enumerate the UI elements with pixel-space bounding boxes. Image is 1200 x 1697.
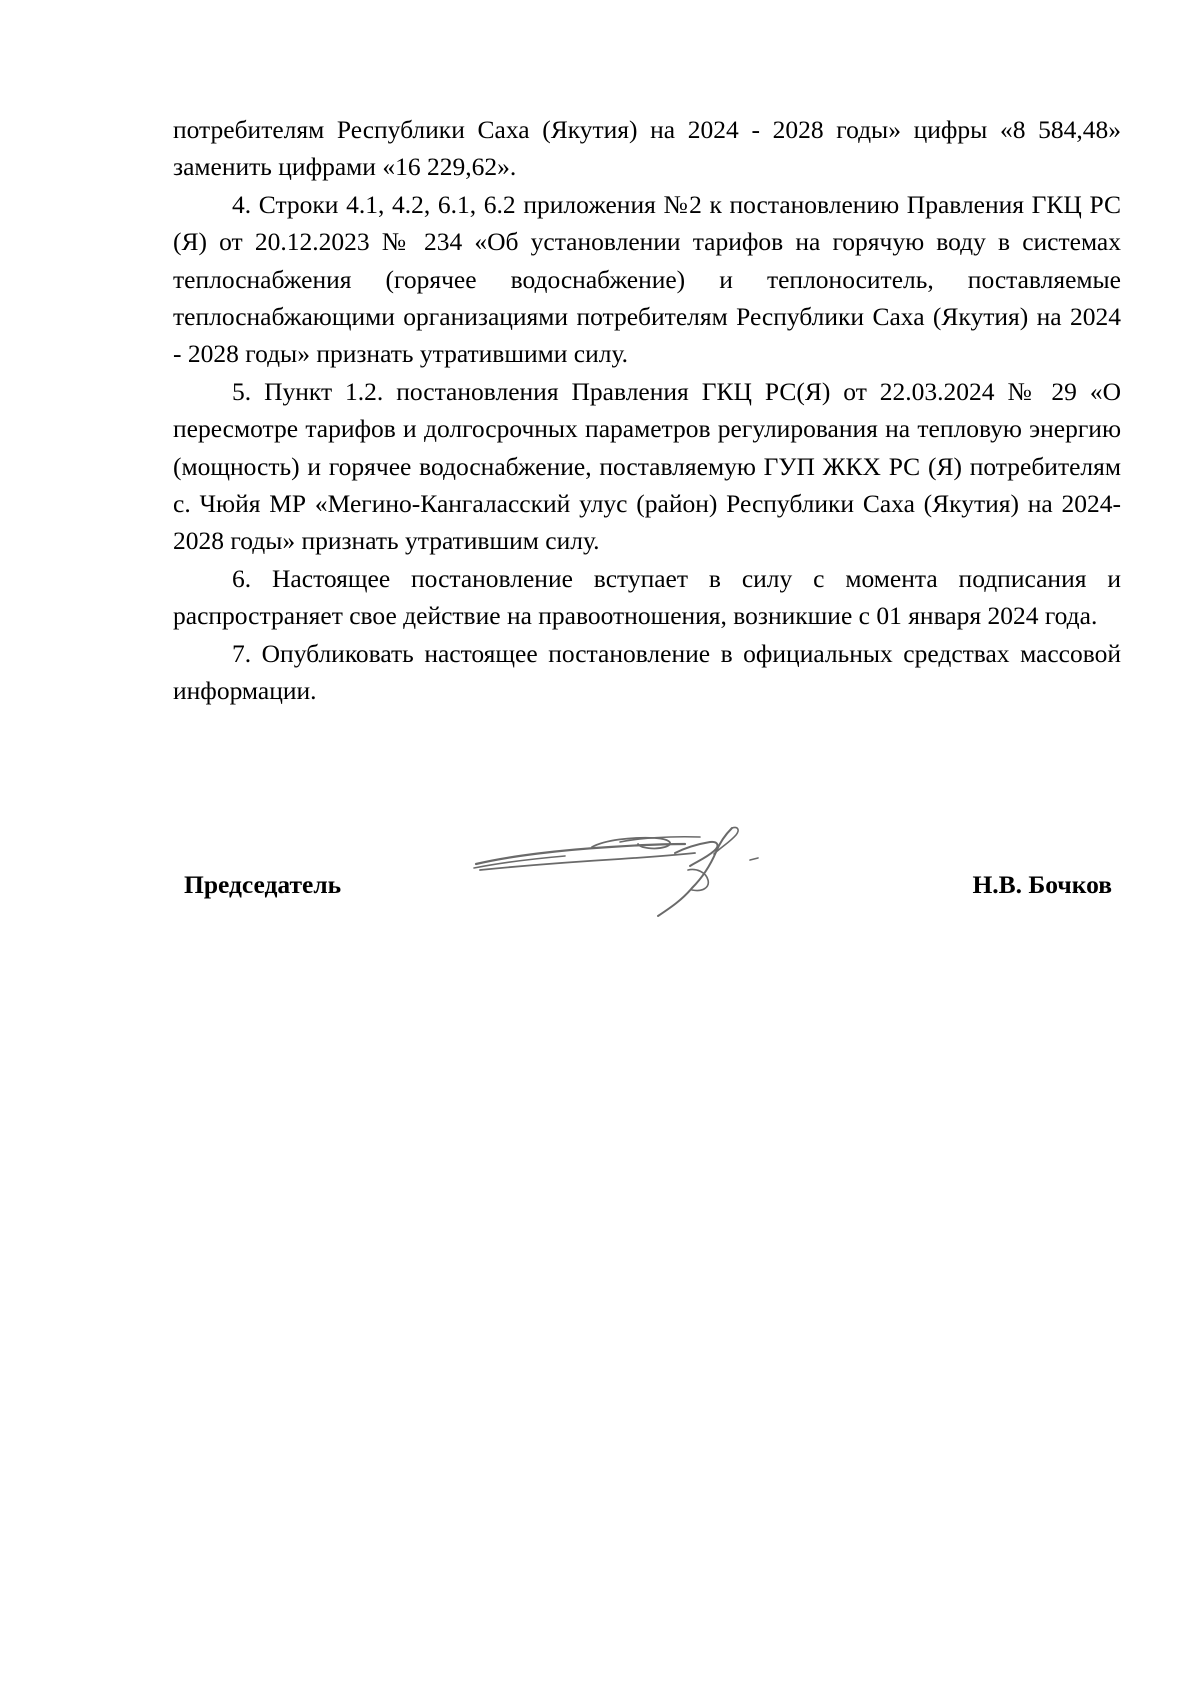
signatory-title: Председатель — [184, 870, 342, 899]
paragraph-item-6: 6. Настоящее постановление вступает в силу с момента подписания и распространяет свое действие на правоотношения, возникшие с 01 января 2024 года. — [173, 563, 1121, 631]
paragraph-continuation: потребителям Республики Саха (Якутия) на 2024 - 2028 годы» цифры «8 584,48» заменить цифрами «16 229,62». — [173, 115, 1121, 182]
handwritten-signature-icon — [470, 820, 790, 920]
document-body — [173, 111, 1121, 710]
paragraph-item-5: 5. Пункт 1.2. постановления Правления ГКЦ РС(Я) от 22.03.2024 № 29 «О пересмотре тарифов и долгосрочных параметров регулирования на тепловую энергию (мощность) и горячее водоснабжение, поставляемую ГУП ЖКХ РС (Я) потребителям с. Чюйя МР «Мегино-Кангаласский улус (район) Республики Саха (Якутия) на 2024-2028 годы» признать утратившим силу. — [173, 376, 1121, 556]
signatory-name: Н.В. Бочков — [972, 870, 1112, 899]
paragraph-item-7: 7. Опубликовать настоящее постановление в официальных средствах массовой информации. — [173, 638, 1121, 706]
paragraph-item-4: 4. Строки 4.1, 4.2, 6.1, 6.2 приложения №2 к постановлению Правления ГКЦ РС (Я) от 20.12.2023 № 234 «Об установлении тарифов на горячую воду в системах теплоснабжения (горячее водоснабжение) и теплоноситель, поставляемые теплоснабжающими организациями потребителям Республики Саха (Якутия) на 2024 - 2028 годы» признать утратившими силу. — [173, 189, 1121, 369]
